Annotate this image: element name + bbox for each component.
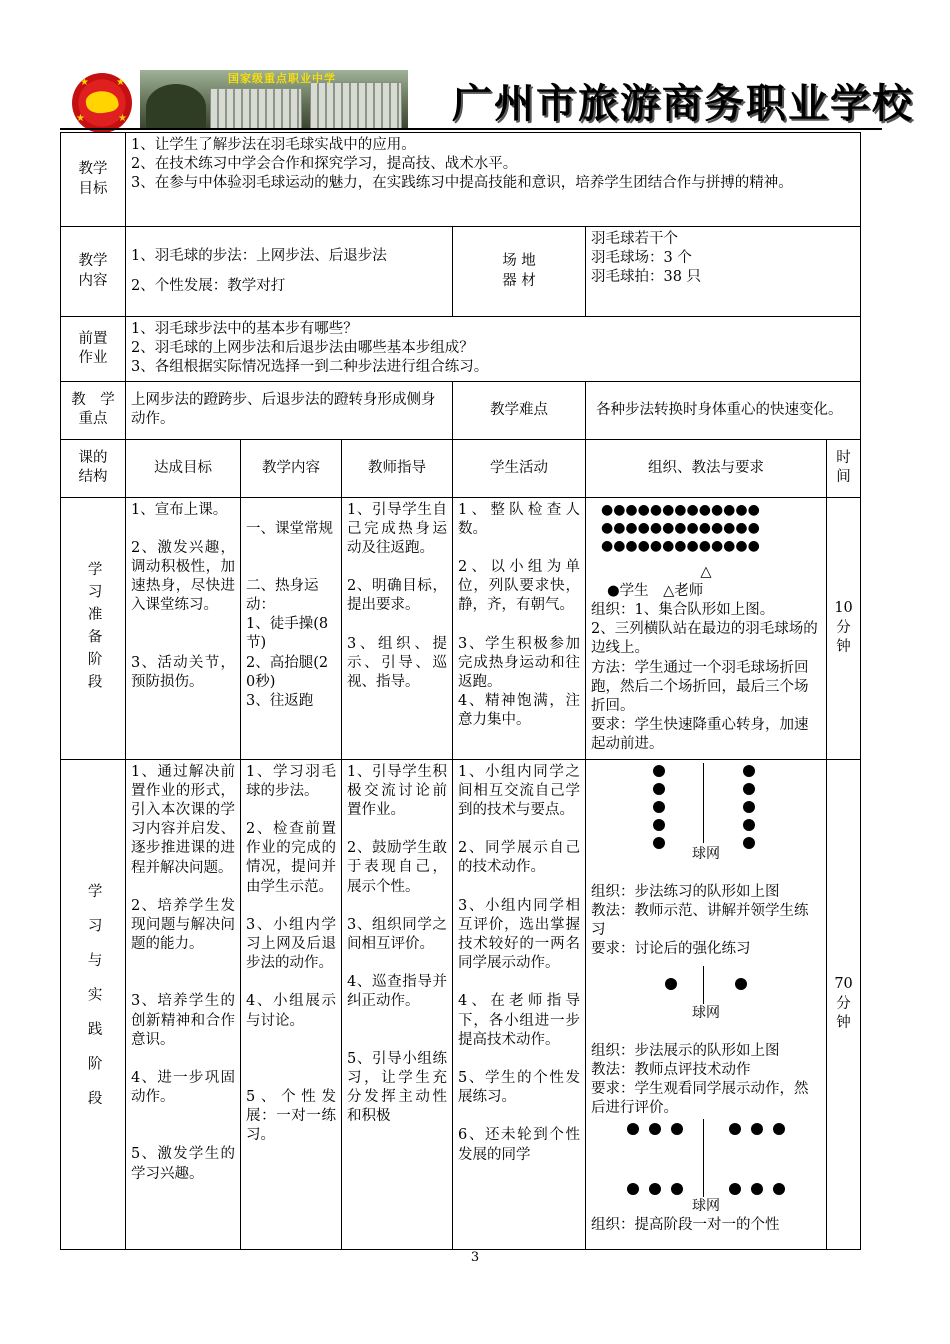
star-icon: ★ (116, 77, 125, 88)
formation-diagram-2 (591, 960, 821, 1004)
star-icon: ★ (118, 113, 127, 124)
stage1-teacher: 1、引导学生自己完成热身运动及往返跑。 2、明确目标，提出要求。 3、组织、提示、引导、巡视、指导。 (342, 497, 453, 759)
star-icon: ★ (80, 77, 89, 88)
stage1-time: 10 分 钟 (827, 497, 861, 759)
stage2-org: 球网 组织：步法练习的队形如上图 教法：教师示范、讲解并领学生练习 要求：讨论后的强化练习 球网 组织：步法展示的队形如上图 教法：教师点评技术动作 要求：学生观看同学展示动作，然后进行评价。 球网 组织：提高阶段一对一的个性 (586, 759, 827, 1249)
focus-label: 教 学 重点 (61, 381, 126, 439)
stage2-time: 70 分 钟 (827, 759, 861, 1249)
net-label: 球网 (692, 1004, 720, 1021)
prework-text: 1、羽毛球步法中的基本步有哪些？ 2、羽毛球的上网步法和后退步法由哪些基本步组成？ 3、各组根据实际情况选择一到二种步法进行组合练习。 (126, 317, 861, 382)
stage2-goals: 1、通过解决前置作业的形式，引入本次课的学习内容并启发、逐步推进课的进程并解决问题。 2、培养学生发现问题与解决问题的能力。 3、培养学生的创新精神和合作意识。 4、进一步巩固动作。 5、激发学生的学习兴趣。 (126, 759, 241, 1249)
stage2-label: 学习与实践阶段 (61, 759, 126, 1249)
student-row: ●●●●●●●●●●●●● (601, 519, 760, 536)
campus-photo (140, 70, 408, 130)
lesson-plan-table (60, 132, 861, 1250)
formation-diagram-3 (591, 1119, 821, 1197)
stage1-student: 1、整队检查人数。 2、以小组为单位，列队要求快，静，齐，有朝气。 3、学生积极参加完成热身运动和往返跑。 4、精神饱满，注意力集中。 (453, 497, 586, 759)
col-goal: 达成目标 (126, 439, 241, 497)
col-org: 组织、教法与要求 (586, 439, 827, 497)
difficulty-text: 各种步法转换时身体重心的快速变化。 (586, 381, 861, 439)
prework-label: 前置 作业 (61, 317, 126, 382)
formation-diagram-1 (591, 763, 821, 845)
content-text: 1、羽毛球的步法：上网步法、后退步法 2、个性发展：教学对打 (126, 227, 453, 317)
photo-caption: 国家级重点职业中学 (228, 72, 336, 85)
page-header (0, 0, 950, 140)
focus-text: 上网步法的蹬跨步、后退步法的蹬转身形成侧身动作。 (126, 381, 453, 439)
stage1-goals: 1、宣布上课。 2、激发兴趣，调动积极性，加速热身，尽快进入课堂练习。 3、活动关节，预防损伤。 (126, 497, 241, 759)
difficulty-label: 教学难点 (453, 381, 586, 439)
col-content: 教学内容 (241, 439, 342, 497)
net-label: 球网 (692, 845, 720, 862)
col-structure: 课的 结构 (61, 439, 126, 497)
goal-label: 教学 目标 (61, 133, 126, 227)
legend: ●学生 △老师 (607, 582, 704, 599)
teacher-mark: △ (700, 563, 712, 580)
star-icon: ★ (76, 113, 85, 124)
stage1-label: 学习准备阶段 (61, 497, 126, 759)
content-label: 教学 内容 (61, 227, 126, 317)
horse-icon (84, 88, 119, 115)
venue-label: 场 地 器 材 (453, 227, 586, 317)
goal-text: 1、让学生了解步法在羽毛球实战中的应用。 2、在技术练习中学会合作和探究学习，提高技、战术水平。 3、在参与中体验羽毛球运动的魅力，在实践练习中提高技能和意识，培养学生团结合作与拼搏的精神。 (126, 133, 861, 227)
page-number: 3 (470, 1250, 480, 1265)
stage2-content: 1、学习羽毛球的步法。 2、检查前置作业的完成的情况，提问并由学生示范。 3、小组内学习上网及后退步法的动作。 4、小组展示与讨论。 5、个性发展：一对一练习。 (241, 759, 342, 1249)
stage1-content: 一、课堂常规 二、热身运动： 1、徒手操(8节) 2、高抬腿(20秒) 3、往返跑 (241, 497, 342, 759)
col-time: 时 间 (827, 439, 861, 497)
stage2-teacher: 1、引导学生积极交流讨论前置作业。 2、鼓励学生敢于表现自己，展示个性。 3、组织同学之间相互评价。 4、巡查指导并纠正动作。 5、引导小组练习，让学生充分发挥主动性和积极 (342, 759, 453, 1249)
col-teacher: 教师指导 (342, 439, 453, 497)
stage2-student: 1、小组内同学之间相互交流自己学到的技术与要点。 2、同学展示自己的技术动作。 3、小组内同学相互评价，选出掌握技术较好的一两名同学展示动作。 4、在老师指导下，各小组进一步提高技术动作。 5、学生的个性发展练习。 6、还未轮到个性发展的同学 (453, 759, 586, 1249)
school-logo (72, 73, 132, 133)
venue-text: 羽毛球若干个 羽毛球场：3 个 羽毛球拍：38 只 (586, 227, 861, 317)
col-student: 学生活动 (453, 439, 586, 497)
school-name: 广州市旅游商务职业学校 (452, 81, 914, 127)
net-label: 球网 (692, 1197, 720, 1214)
student-row: ●●●●●●●●●●●●● (601, 537, 760, 554)
student-row: ●●●●●●●●●●●●● (601, 501, 760, 518)
stage1-org: ●●●●●●●●●●●●● ●●●●●●●●●●●●● ●●●●●●●●●●●●● △ ●学生 △老师 组织：1、集合队形如上图。 2、三列横队站在最边的羽毛球场的边线上。 方法：学生通过一个羽毛球场折回跑，然后二个场折回，最后三个场折回。 要求：学生快速降重心转身，加速起动前进。 (586, 497, 827, 759)
header-rule (60, 128, 882, 130)
